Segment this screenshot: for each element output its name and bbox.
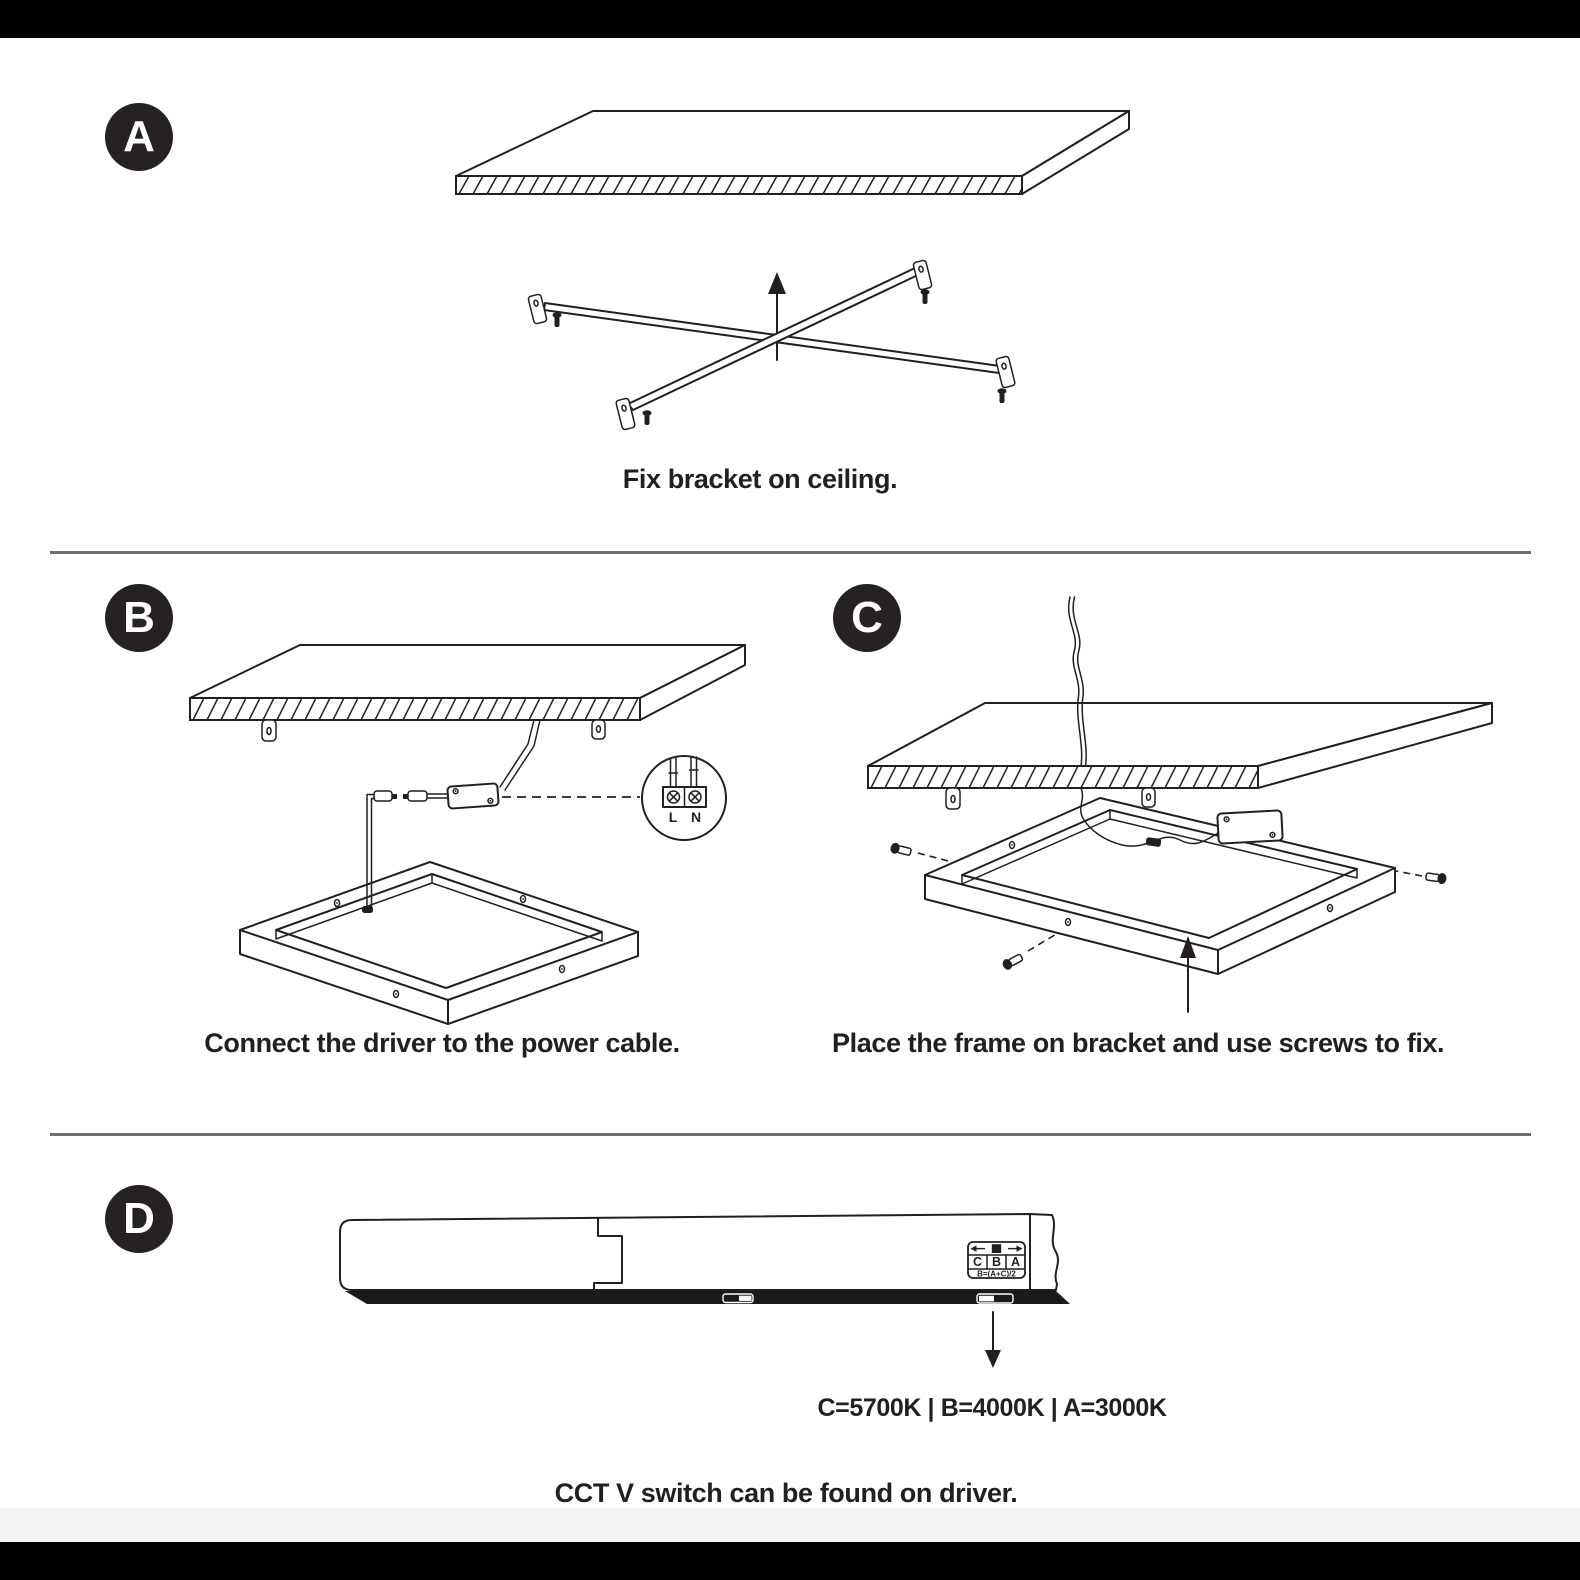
section-divider [50,1133,1531,1136]
mounting-screw [998,388,1007,403]
step-c-letter: C [851,593,883,642]
driver-box [1217,810,1282,843]
fixing-screw [889,842,952,862]
step-d-caption: CCT V switch can be found on driver. [554,1478,1018,1508]
step-b-badge [105,584,173,652]
fixing-screw [1396,871,1447,885]
top-black-bar [0,0,1580,38]
panel-frame [240,862,638,1024]
driver-bottom-band [345,1291,1070,1304]
cct-switch-label [968,1242,1025,1279]
bracket-foot [996,356,1016,388]
switch-cell-b: B [991,1254,1002,1269]
step-b-letter: B [123,593,155,642]
mounting-screw [643,410,652,425]
panel-frame [925,798,1395,974]
bracket-tab [262,720,605,741]
bottom-black-bar [0,1542,1580,1580]
terminal-label-live: L [668,809,678,825]
up-arrow [768,272,786,360]
power-connector [374,791,448,801]
terminal-label-neutral: N [690,809,702,825]
ceiling-slab [190,645,745,720]
step-b-caption: Connect the driver to the power cable. [204,1028,680,1058]
step-d-letter: D [123,1194,155,1243]
ceiling-slab [456,111,1129,194]
step-a-diagram [440,95,1140,455]
step-b-diagram [170,640,820,1040]
mounting-screw [553,312,562,327]
step-a-caption: Fix bracket on ceiling. [622,464,898,494]
step-c-diagram [850,560,1550,1040]
ceiling-slab [868,703,1492,788]
mounting-screw [921,289,930,304]
switch-formula: B=(A+C)/2 [977,1269,1016,1279]
step-a-letter: A [123,112,155,161]
step-d-badge [105,1185,173,1253]
section-divider [50,551,1531,554]
fixing-screw [1001,933,1058,971]
switch-cell-a: A [1010,1254,1021,1269]
terminal-detail-circle [642,756,726,840]
footer-gray-strip [0,1508,1580,1542]
bracket-foot [528,294,547,324]
step-a-badge [105,103,173,171]
driver-body [340,1214,1070,1304]
bracket-foot [913,260,932,290]
driver-box [447,783,498,808]
down-arrow [985,1312,1001,1368]
up-arrow [1180,936,1196,1012]
power-cable [500,720,540,790]
step-d-diagram [320,1190,1080,1385]
step-c-caption: Place the frame on bracket and use screws to fix. [832,1028,1445,1058]
switch-cell-c: C [972,1254,983,1269]
cct-legend: C=5700K | B=4000K | A=3000K [817,1394,1167,1422]
